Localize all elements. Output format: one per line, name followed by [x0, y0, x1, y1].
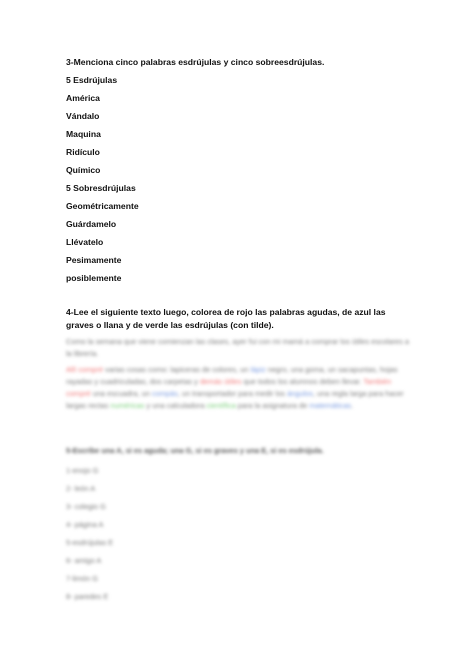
- paragraph-text: .: [351, 401, 354, 410]
- paragraph-text: para la asignatura de: [235, 401, 310, 410]
- q5-answer-item: 4- página A: [66, 520, 104, 529]
- sobreesdrujula-word: Pesimamente: [66, 255, 122, 265]
- sobreesdrujula-word: posiblemente: [66, 273, 122, 283]
- q5-answer-item: 6- amigo A: [66, 556, 102, 565]
- word-aguda: También compré: [66, 377, 392, 398]
- q5-answer-item: 3- colegio G: [66, 502, 106, 511]
- paragraph-text: , un transportador para medir los: [177, 389, 288, 398]
- question-3-heading: 3-Menciona cinco palabras esdrújulas y cinco sobreesdrújulas.: [66, 57, 325, 67]
- word-esdrujula: ángulos: [287, 389, 313, 398]
- sobreesdrujula-word: Llévatelo: [66, 237, 104, 247]
- q5-answer-item: 7-limón G: [66, 574, 99, 583]
- question-4-heading: 4-Lee el siguiente texto luego, colorea de rojo las palabras agudas, de azul las graves o llana y de verde las esdrújulas (con tilde).: [66, 307, 386, 330]
- q5-answer-item: 8- paredes E: [66, 592, 109, 601]
- q5-answer-item: 1-enojo G: [66, 466, 99, 475]
- esdrujula-word: Químico: [66, 165, 101, 175]
- word-grave: lápiz: [250, 365, 266, 374]
- word-aguda: Allí compré: [66, 365, 103, 374]
- word-aguda: demás útiles: [199, 377, 242, 386]
- question-4-paragraph-2: [66, 364, 414, 412]
- paragraph-text: y una calculadora: [144, 401, 207, 410]
- esdrujula-word: Vándalo: [66, 111, 100, 121]
- paragraph-text: una escuadra, un: [90, 389, 152, 398]
- word-esdrujula: numéricas: [110, 401, 145, 410]
- esdrujulas-title: 5 Esdrújulas: [66, 75, 118, 85]
- word-aguda: compás: [151, 389, 178, 398]
- esdrujula-word: Maquina: [66, 129, 101, 139]
- paragraph-text: , una regla larga para hacer largas rectas: [66, 389, 404, 410]
- word-esdrujula: matemáticas: [309, 401, 352, 410]
- paragraph-text: que todos los alumnos deben llevar.: [241, 377, 364, 386]
- paragraph-text: varias cosas como: lapiceras de colores, un: [102, 365, 251, 374]
- esdrujula-word: Ridículo: [66, 147, 100, 157]
- paragraph-text: negro, una goma, un sacapuntas, hojas rayadas y cuadriculadas, dos carpetas y: [66, 365, 398, 386]
- sobreesdrujulas-title: 5 Sobresdrújulas: [66, 183, 136, 193]
- word-esdrujula: científica: [206, 401, 236, 410]
- sobreesdrujula-word: Guárdamelo: [66, 219, 117, 229]
- question-4-paragraph-1: Como la semana que viene comienzan las clases, ayer fui con mi mamá a comprar los útiles escolares a la librería.: [66, 337, 409, 358]
- sobreesdrujula-word: Geométricamente: [66, 201, 139, 211]
- q5-answer-item: 5-esdrújulas E: [66, 538, 114, 547]
- question-5-heading: 5-Escribe una A, si es aguda; una G, si es graves y una E, si es esdrújula.: [66, 446, 324, 455]
- esdrujula-word: América: [66, 93, 100, 103]
- q5-answer-item: 2- león A: [66, 484, 96, 493]
